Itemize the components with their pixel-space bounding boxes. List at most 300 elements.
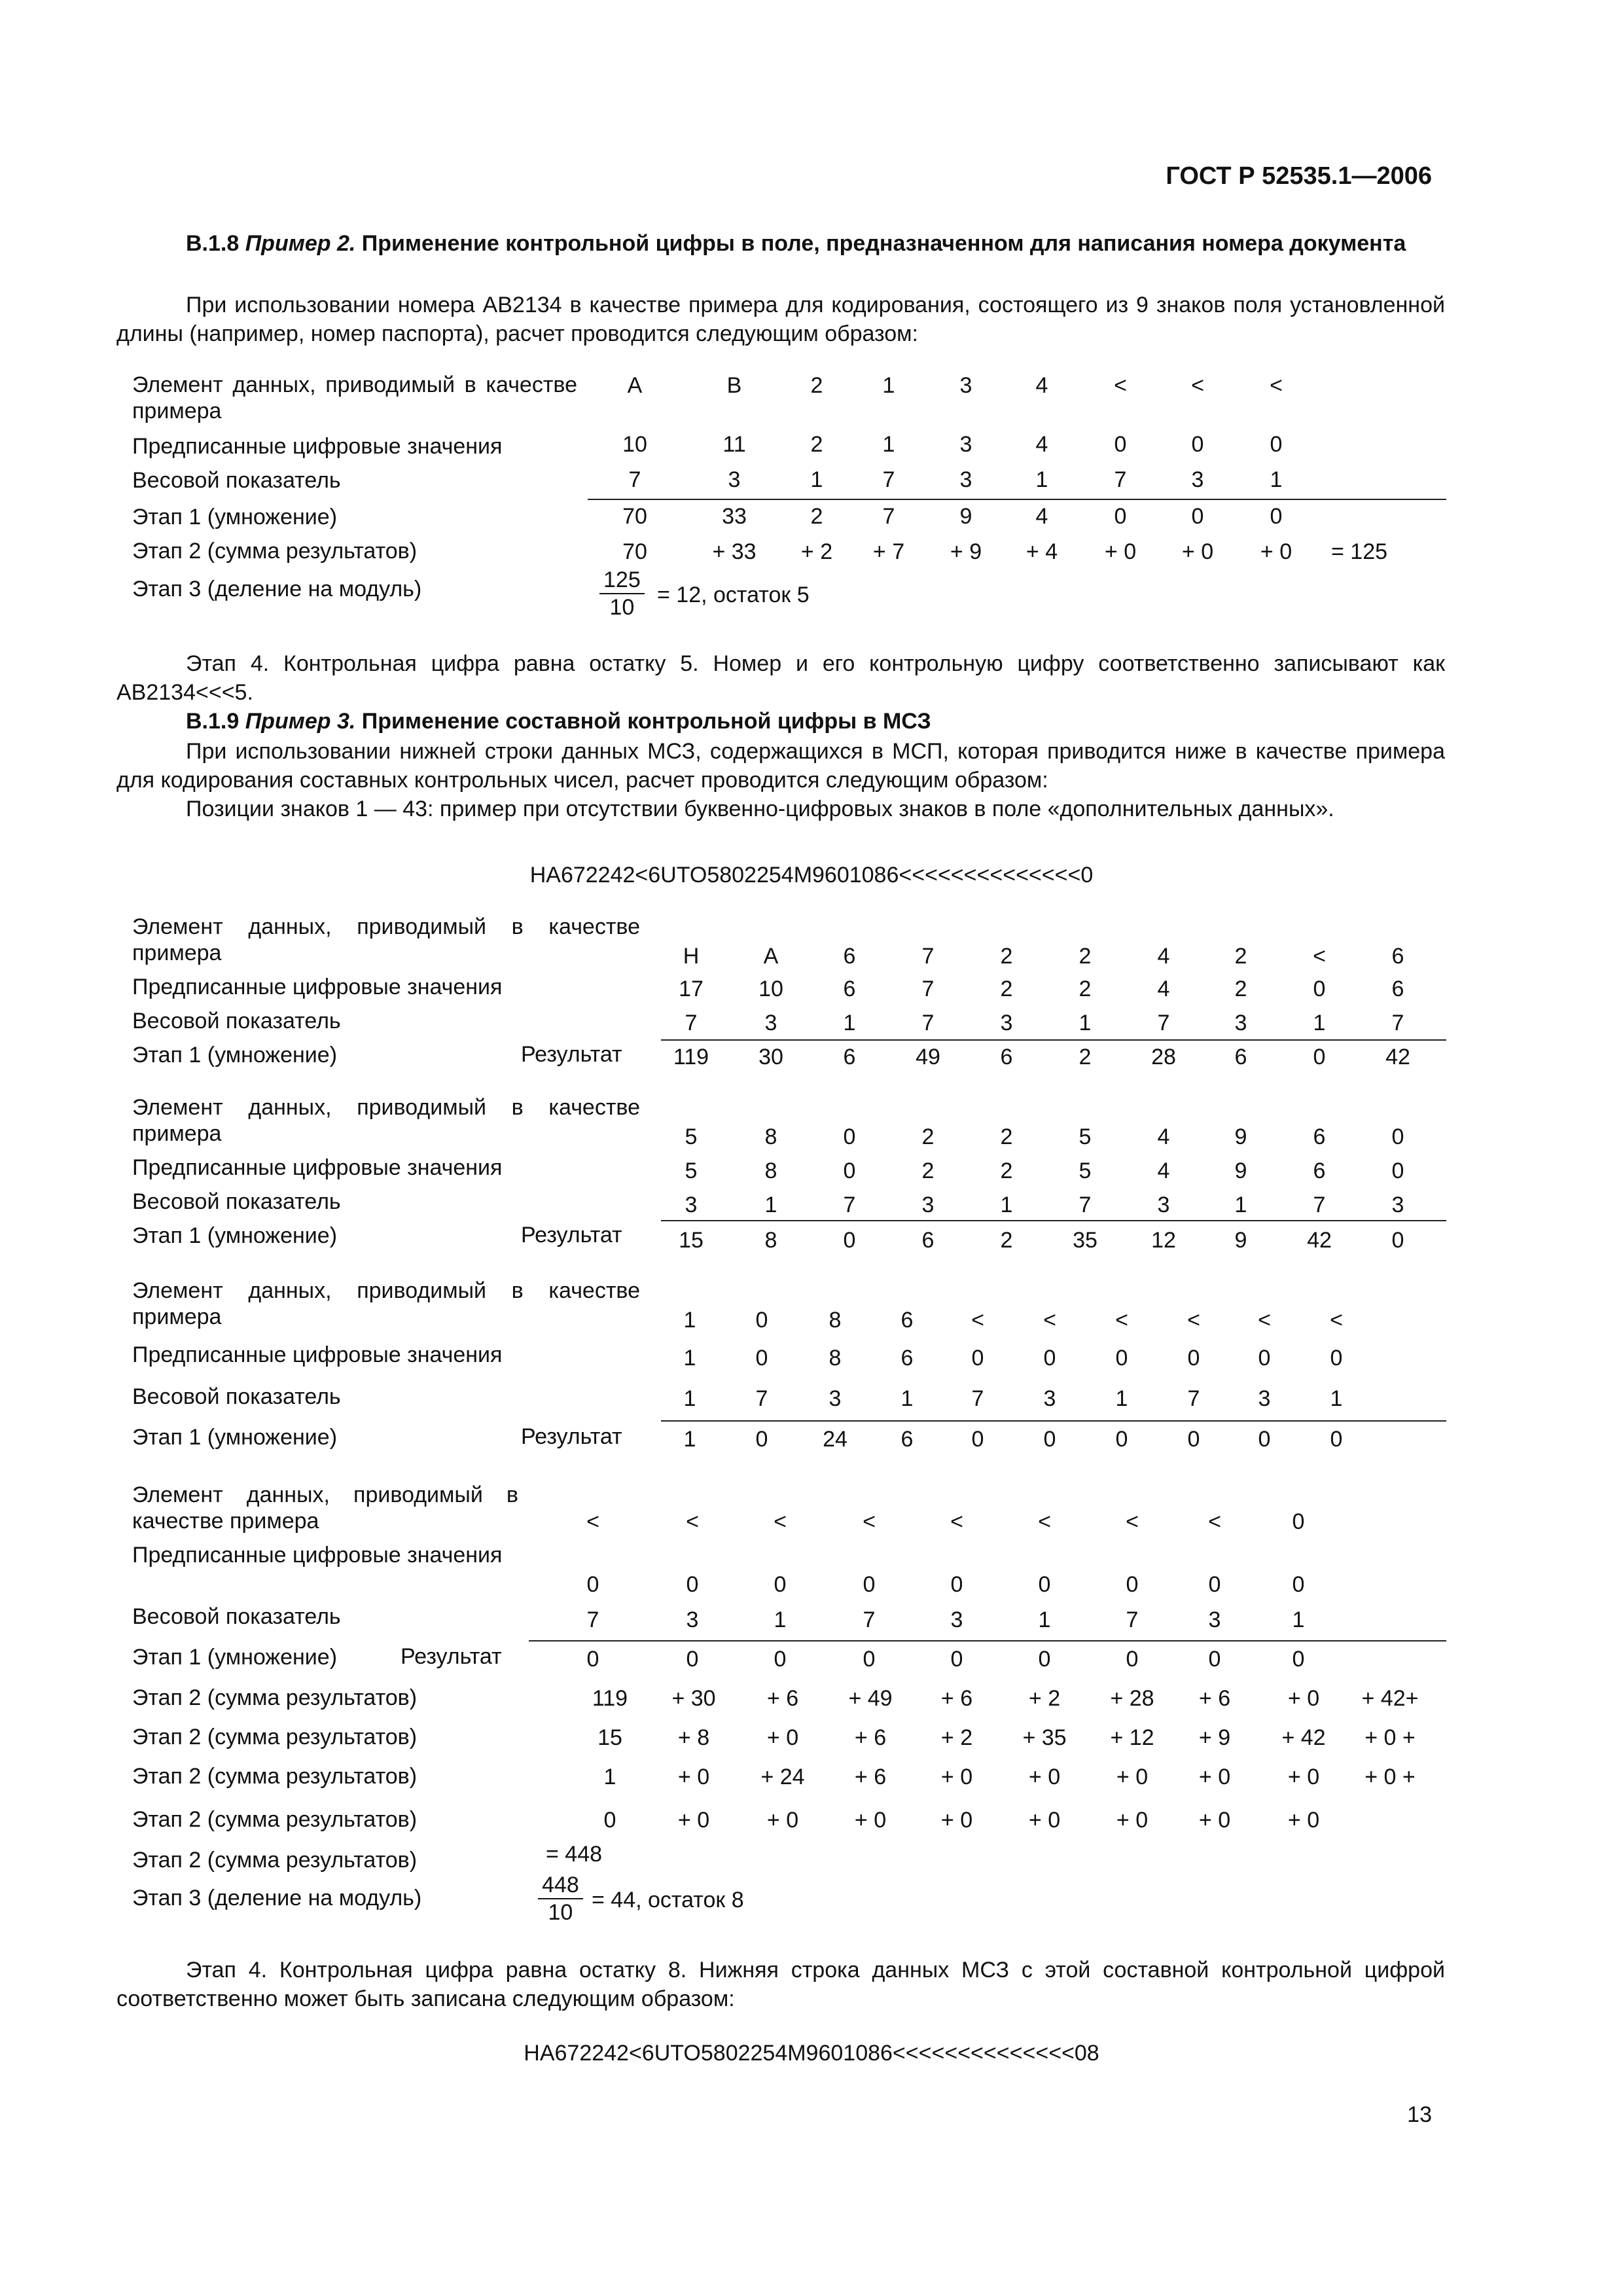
ex2-step1-cell: 70: [622, 504, 647, 529]
mrz-line: HA672242<6UTO5802254M9601086<<<<<<<<<<<<<<0: [529, 863, 1094, 888]
ex2-step3-result: = 12, остаток 5: [657, 583, 810, 607]
b3-step1-cell: 0: [1043, 1427, 1056, 1452]
ex3-fraction-numerator: 448: [538, 1872, 583, 1899]
b3-value-cell: 0: [1330, 1346, 1343, 1371]
page-number: 13: [1407, 2102, 1432, 2127]
ex2-label-step2: Этап 2 (сумма результатов): [132, 539, 418, 564]
b4-element-cell: <: [586, 1509, 599, 1534]
b4-label-values: Предписанные цифровые значения: [132, 1543, 503, 1568]
mrz-line-final: HA672242<6UTO5802254M9601086<<<<<<<<<<<<<<08: [524, 2041, 1099, 2066]
b4-element-cell: <: [1038, 1509, 1051, 1534]
ex2-label-step1: Этап 1 (умножение): [132, 505, 338, 529]
b3-element-cell: 1: [683, 1308, 696, 1333]
sum-cell: + 6: [854, 1725, 887, 1750]
ex2-step1-cell: 0: [1191, 504, 1204, 529]
b4-element-cell: 0: [1292, 1509, 1305, 1534]
b2-value-cell: 6: [1313, 1158, 1326, 1183]
b4-weight-cell: 3: [686, 1607, 699, 1632]
b4-element-cell: <: [950, 1509, 963, 1534]
b1-value-cell: 0: [1313, 977, 1326, 1001]
sum-cell: + 42: [1281, 1725, 1326, 1750]
b4-value-cell: 0: [686, 1572, 699, 1597]
sum-cell: + 8: [677, 1725, 710, 1750]
sum-cell: + 0: [766, 1725, 799, 1750]
ex2-weight-cell: 7: [882, 467, 895, 492]
b2-element-cell: 9: [1234, 1124, 1247, 1149]
ex2-step1-cell: 33: [722, 504, 747, 529]
sum-cell: + 2: [1028, 1686, 1061, 1711]
ex2-weight-cell: 7: [628, 467, 641, 492]
b2-value-cell: 8: [764, 1158, 777, 1183]
ex2-element-cell: 1: [882, 373, 895, 398]
sum-cell: 1: [603, 1765, 616, 1789]
ex2-step1-cell: 7: [882, 504, 895, 529]
ex2-weight-cell: 1: [1035, 467, 1048, 492]
b2-value-cell: 5: [685, 1158, 698, 1183]
b3-value-cell: 0: [1187, 1346, 1200, 1371]
b1-weight-cell: 7: [685, 1011, 698, 1035]
b2-label-values: Предписанные цифровые значения: [132, 1155, 503, 1180]
b2-value-cell: 4: [1157, 1158, 1170, 1183]
example3-heading: [116, 707, 1445, 736]
ex2-step2-cell: + 7: [872, 539, 905, 564]
b4-weight-cell: 7: [1126, 1607, 1139, 1632]
ex2-step2-cell: + 9: [950, 539, 982, 564]
b1-label-weight: Весовой показатель: [132, 1009, 341, 1033]
b2-rule: [661, 1220, 1446, 1221]
b3-element-cell: <: [971, 1308, 984, 1333]
b3-step1-cell: 0: [971, 1427, 984, 1452]
b2-value-cell: 2: [921, 1158, 935, 1183]
sum-cell: 15: [597, 1725, 622, 1750]
example2-number: В.1.8: [186, 231, 240, 256]
sum-cell: + 0: [940, 1808, 973, 1833]
b3-weight-cell: 3: [829, 1386, 842, 1411]
example2-title: Применение контрольной цифры в поле, предназначенном для написания номера документа: [361, 231, 1406, 256]
b1-value-cell: 7: [921, 977, 935, 1001]
b4-value-cell: 0: [586, 1572, 599, 1597]
ex2-weight-cell: 3: [959, 467, 972, 492]
ex2-value-cell: 1: [882, 432, 895, 457]
b2-element-cell: 5: [685, 1124, 698, 1149]
b4-label-weight: Весовой показатель: [132, 1604, 341, 1629]
b4-element-cell: <: [863, 1509, 876, 1534]
b1-weight-cell: 7: [1157, 1011, 1170, 1035]
ex2-element-cell: <: [1191, 373, 1204, 398]
sum-label-4: Этап 2 (сумма результатов): [132, 1807, 418, 1832]
sum-cell: + 9: [1198, 1725, 1231, 1750]
sum-label-1: Этап 2 (сумма результатов): [132, 1685, 418, 1710]
b2-step1-cell: 35: [1073, 1228, 1097, 1253]
sum-cell: + 0: [1028, 1808, 1061, 1833]
b3-element-cell: <: [1330, 1308, 1343, 1333]
example3-number: В.1.9: [186, 709, 240, 734]
b4-label-result: Результат: [401, 1644, 502, 1669]
ex2-weight-cell: 1: [810, 467, 823, 492]
b4-value-cell: 0: [1126, 1572, 1139, 1597]
b4-step1-cell: 0: [1038, 1647, 1051, 1672]
b3-label-values: Предписанные цифровые значения: [132, 1342, 503, 1367]
ex2-value-cell: 4: [1035, 432, 1048, 457]
ex2-weight-cell: 3: [1191, 467, 1204, 492]
b1-weight-cell: 1: [843, 1011, 856, 1035]
b3-value-cell: 0: [755, 1346, 768, 1371]
b2-label-weight: Весовой показатель: [132, 1189, 341, 1214]
b4-weight-cell: 7: [586, 1607, 599, 1632]
b2-weight-cell: 1: [1234, 1193, 1247, 1217]
sum-cell: + 0: [677, 1765, 710, 1789]
ex2-step1-cell: 9: [959, 504, 972, 529]
ex2-value-cell: 3: [959, 432, 972, 457]
sum-cell: + 30: [671, 1686, 716, 1711]
ex3-fraction: [538, 1872, 583, 1926]
sum-cell: + 0: [1116, 1765, 1149, 1789]
b1-value-cell: 2: [1079, 977, 1092, 1001]
b3-value-cell: 0: [1115, 1346, 1128, 1371]
b2-element-cell: 0: [843, 1124, 856, 1149]
b4-weight-cell: 3: [950, 1607, 963, 1632]
b3-step1-cell: 6: [901, 1427, 914, 1452]
b4-label-step1: Этап 1 (умножение): [132, 1645, 338, 1670]
b1-label-element: Элемент данных, приводимый в качестве примера: [132, 914, 640, 965]
ex2-fraction-denominator: 10: [609, 595, 635, 620]
sum-cell: + 0: [1287, 1686, 1320, 1711]
b3-step1-cell: 0: [1330, 1427, 1343, 1452]
sum-cell: + 6: [766, 1686, 799, 1711]
sum-cell: + 0: [1116, 1808, 1149, 1833]
sum-cell: + 0: [854, 1808, 887, 1833]
ex2-label-weight: Весовой показатель: [132, 468, 341, 493]
ex2-step2-cell: + 33: [712, 539, 757, 564]
example3-positions: Позиции знаков 1 — 43: пример при отсутствии буквенно-цифровых знаков в поле «дополнительных данных».: [186, 797, 1334, 821]
b1-element-cell: 2: [1000, 944, 1013, 969]
b3-label-result: Результат: [521, 1424, 622, 1449]
sum-cell: + 49: [848, 1686, 893, 1711]
sum-cell: + 0: [1287, 1765, 1320, 1789]
b1-element-cell: 6: [1391, 944, 1404, 969]
ex3-sum-total: = 448: [546, 1842, 603, 1867]
standard-number: ГОСТ Р 52535.1—2006: [1166, 162, 1432, 190]
b1-step1-cell: 2: [1079, 1045, 1092, 1069]
sum-cell: + 0: [1028, 1765, 1061, 1789]
b3-weight-cell: 1: [683, 1386, 696, 1411]
sum-cell: + 2: [940, 1725, 973, 1750]
b4-label-element: Элемент данных, приводимый в качестве примера: [132, 1482, 518, 1534]
b2-element-cell: 8: [764, 1124, 777, 1149]
sum-cell: + 0: [1198, 1765, 1231, 1789]
b1-element-cell: A: [763, 944, 779, 969]
b4-element-cell: <: [1208, 1509, 1221, 1534]
b1-element-cell: 7: [921, 944, 935, 969]
ex2-weight-cell: 3: [728, 467, 741, 492]
b1-step1-cell: 30: [758, 1045, 783, 1069]
b3-weight-cell: 7: [1187, 1386, 1200, 1411]
ex2-step1-cell: 4: [1035, 504, 1048, 529]
b2-step1-cell: 2: [1000, 1228, 1013, 1253]
example2-italic: Пример 2.: [245, 231, 356, 256]
b3-value-cell: 0: [1258, 1346, 1271, 1371]
b1-weight-cell: 3: [764, 1011, 777, 1035]
b1-value-cell: 2: [1000, 977, 1013, 1001]
ex2-rule: [588, 499, 1446, 500]
b1-value-cell: 10: [758, 977, 783, 1001]
b4-step1-cell: 0: [1292, 1647, 1305, 1672]
b3-step1-cell: 24: [823, 1427, 847, 1452]
b4-value-cell: 0: [950, 1572, 963, 1597]
b2-value-cell: 0: [843, 1158, 856, 1183]
b1-step1-cell: 6: [1000, 1045, 1013, 1069]
b4-step1-cell: 0: [686, 1647, 699, 1672]
b3-step1-cell: 0: [1258, 1427, 1271, 1452]
sum-cell: + 42+: [1361, 1686, 1419, 1711]
ex2-step1-cell: 0: [1114, 504, 1127, 529]
b4-element-cell: <: [1126, 1509, 1139, 1534]
b2-step1-cell: 0: [1391, 1228, 1404, 1253]
b1-step1-cell: 49: [916, 1045, 940, 1069]
b2-element-cell: 2: [921, 1124, 935, 1149]
b3-value-cell: 6: [901, 1346, 914, 1371]
b2-weight-cell: 3: [685, 1193, 698, 1217]
ex3-step3-result: = 44, остаток 8: [592, 1888, 744, 1912]
b4-step1-cell: 0: [586, 1647, 599, 1672]
b4-weight-cell: 1: [774, 1607, 787, 1632]
sum-cell: + 0: [1287, 1808, 1320, 1833]
b2-label-element: Элемент данных, приводимый в качестве примера: [132, 1095, 640, 1146]
b4-step1-cell: 0: [950, 1647, 963, 1672]
b4-step1-cell: 0: [774, 1647, 787, 1672]
b1-value-cell: 2: [1234, 977, 1247, 1001]
example3-italic: Пример 3.: [245, 709, 356, 734]
b4-value-cell: 0: [1208, 1572, 1221, 1597]
b2-value-cell: 2: [1000, 1158, 1013, 1183]
example2-intro: При использовании номера АВ2134 в качестве примера для кодирования, состоящего из 9 знаков поля установленной длины (например, номер паспорта), расчет проводится следующим образом:: [116, 293, 1445, 346]
b4-weight-cell: 7: [863, 1607, 876, 1632]
b3-step1-cell: 0: [1187, 1427, 1200, 1452]
b3-element-cell: <: [1187, 1308, 1200, 1333]
b2-element-cell: 2: [1000, 1124, 1013, 1149]
b2-weight-cell: 3: [1157, 1193, 1170, 1217]
ex2-value-cell: 0: [1114, 432, 1127, 457]
ex2-label-values: Предписанные цифровые значения: [132, 434, 503, 459]
b3-element-cell: <: [1115, 1308, 1128, 1333]
ex3-fraction-denominator: 10: [548, 1900, 573, 1925]
b1-rule: [661, 1039, 1446, 1041]
b2-weight-cell: 7: [1079, 1193, 1092, 1217]
b2-element-cell: 0: [1391, 1124, 1404, 1149]
ex2-step2-total: = 125: [1331, 539, 1388, 564]
b1-step1-cell: 42: [1385, 1045, 1410, 1069]
sum-cell: + 6: [940, 1686, 973, 1711]
example3-title: Применение составной контрольной цифры в МСЗ: [361, 709, 931, 734]
b2-weight-cell: 3: [921, 1193, 935, 1217]
b2-value-cell: 5: [1079, 1158, 1092, 1183]
ex2-element-cell: <: [1270, 373, 1283, 398]
b3-weight-cell: 1: [1330, 1386, 1343, 1411]
b3-weight-cell: 7: [971, 1386, 984, 1411]
ex2-element-cell: 4: [1035, 373, 1048, 398]
example2-step4: Этап 4. Контрольная цифра равна остатку 5. Номер и его контрольную цифру соответственно записывают как АВ2134<<<5.: [116, 651, 1445, 705]
b2-label-step1: Этап 1 (умножение): [132, 1223, 338, 1248]
b1-label-values: Предписанные цифровые значения: [132, 975, 503, 999]
b3-step1-cell: 0: [1115, 1427, 1128, 1452]
b1-element-cell: 2: [1079, 944, 1092, 969]
b4-value-cell: 0: [863, 1572, 876, 1597]
ex3-label-step3: Этап 3 (деление на модуль): [132, 1886, 422, 1910]
b2-step1-cell: 12: [1151, 1228, 1176, 1253]
b4-step1-cell: 0: [1126, 1647, 1139, 1672]
sum-cell: + 0 +: [1364, 1725, 1416, 1750]
b3-value-cell: 0: [1043, 1346, 1056, 1371]
ex2-step2-cell: + 0: [1181, 539, 1214, 564]
b2-weight-cell: 7: [1313, 1193, 1326, 1217]
example2-heading: [116, 229, 1445, 258]
b2-element-cell: 4: [1157, 1124, 1170, 1149]
b1-value-cell: 6: [843, 977, 856, 1001]
ex2-value-cell: 11: [722, 432, 746, 457]
b1-value-cell: 6: [1391, 977, 1404, 1001]
b3-element-cell: <: [1258, 1308, 1271, 1333]
b3-element-cell: 8: [829, 1308, 842, 1333]
sum-cell: + 28: [1110, 1686, 1154, 1711]
b2-value-cell: 0: [1391, 1158, 1404, 1183]
b1-step1-cell: 6: [843, 1045, 856, 1069]
ex2-value-cell: 0: [1191, 432, 1204, 457]
b1-weight-cell: 7: [1391, 1011, 1404, 1035]
ex2-value-cell: 0: [1270, 432, 1283, 457]
b4-value-cell: 0: [1038, 1572, 1051, 1597]
b1-step1-cell: 6: [1234, 1045, 1247, 1069]
sum-cell: + 0: [677, 1808, 710, 1833]
b1-weight-cell: 7: [921, 1011, 935, 1035]
sum-label-3: Этап 2 (сумма результатов): [132, 1764, 418, 1789]
b1-weight-cell: 3: [1234, 1011, 1247, 1035]
b4-element-cell: <: [686, 1509, 699, 1534]
b1-element-cell: <: [1313, 944, 1326, 969]
ex2-value-cell: 10: [622, 432, 647, 457]
ex2-step1-cell: 0: [1270, 504, 1283, 529]
b1-step1-cell: 28: [1151, 1045, 1176, 1069]
b1-value-cell: 4: [1157, 977, 1170, 1001]
b2-element-cell: 5: [1079, 1124, 1092, 1149]
b3-weight-cell: 3: [1043, 1386, 1056, 1411]
sum-cell: + 12: [1110, 1725, 1154, 1750]
ex2-label-element: Элемент данных, приводимый в качестве примера: [132, 372, 577, 423]
b3-rule: [661, 1420, 1446, 1422]
ex2-fraction-numerator: 125: [599, 567, 645, 594]
sum-cell: + 0 +: [1364, 1765, 1416, 1789]
ex2-element-cell: 3: [959, 373, 972, 398]
sum-cell: + 0: [940, 1765, 973, 1789]
ex2-weight-cell: 1: [1270, 467, 1283, 492]
b3-label-step1: Этап 1 (умножение): [132, 1425, 338, 1450]
ex2-element-cell: A: [627, 373, 643, 398]
b4-weight-cell: 1: [1292, 1607, 1305, 1632]
ex2-value-cell: 2: [810, 432, 823, 457]
example3-step4: Этап 4. Контрольная цифра равна остатку 8. Нижняя строка данных МСЗ с этой составной контрольной цифрой соответственно может быть записана следующим образом:: [116, 1958, 1445, 2011]
b4-rule: [529, 1640, 1446, 1641]
b3-weight-cell: 3: [1258, 1386, 1271, 1411]
b3-value-cell: 8: [829, 1346, 842, 1371]
b4-weight-cell: 3: [1208, 1607, 1221, 1632]
ex2-fraction: [599, 567, 645, 620]
b3-weight-cell: 1: [1115, 1386, 1128, 1411]
b1-weight-cell: 1: [1313, 1011, 1326, 1035]
b1-element-cell: 2: [1234, 944, 1247, 969]
ex2-weight-cell: 7: [1114, 467, 1127, 492]
b2-step1-cell: 0: [843, 1228, 856, 1253]
sum-label-2: Этап 2 (сумма результатов): [132, 1725, 418, 1749]
b3-element-cell: <: [1043, 1308, 1056, 1333]
b3-element-cell: 0: [755, 1308, 768, 1333]
ex2-element-cell: 2: [810, 373, 823, 398]
sum-cell: 0: [603, 1808, 616, 1833]
b1-element-cell: 4: [1157, 944, 1170, 969]
b2-value-cell: 9: [1234, 1158, 1247, 1183]
sum-cell: + 24: [760, 1765, 805, 1789]
b3-label-weight: Весовой показатель: [132, 1384, 341, 1409]
b1-element-cell: 6: [843, 944, 856, 969]
ex2-step2-cell: + 0: [1260, 539, 1293, 564]
b2-element-cell: 6: [1313, 1124, 1326, 1149]
example3-intro: При использовании нижней строки данных МСЗ, содержащихся в МСП, которая приводится ниже в качестве примера для кодирования составных контрольных чисел, расчет проводится следующим образом:: [116, 739, 1445, 793]
b1-weight-cell: 3: [1000, 1011, 1013, 1035]
ex2-step2-cell: + 4: [1026, 539, 1058, 564]
b3-value-cell: 1: [683, 1346, 696, 1371]
b2-weight-cell: 1: [1000, 1193, 1013, 1217]
b4-step1-cell: 0: [1208, 1647, 1221, 1672]
b3-label-element: Элемент данных, приводимый в качестве примера: [132, 1278, 640, 1329]
b4-value-cell: 0: [1292, 1572, 1305, 1597]
ex2-element-cell: <: [1114, 373, 1127, 398]
b1-label-result: Результат: [521, 1042, 622, 1067]
b3-element-cell: 6: [901, 1308, 914, 1333]
sum-cell: + 0: [766, 1808, 799, 1833]
sum-cell: + 6: [854, 1765, 887, 1789]
b1-value-cell: 17: [679, 977, 704, 1001]
b1-step1-cell: 0: [1313, 1045, 1326, 1069]
sum-cell: + 6: [1198, 1686, 1231, 1711]
b2-label-result: Результат: [521, 1223, 622, 1247]
b2-step1-cell: 8: [764, 1228, 777, 1253]
sum-cell: + 0: [1198, 1808, 1231, 1833]
sum-label-5: Этап 2 (сумма результатов): [132, 1848, 418, 1873]
b2-weight-cell: 1: [764, 1193, 777, 1217]
b2-step1-cell: 6: [921, 1228, 935, 1253]
b2-step1-cell: 42: [1307, 1228, 1332, 1253]
sum-cell: + 35: [1022, 1725, 1067, 1750]
b4-weight-cell: 1: [1038, 1607, 1051, 1632]
b3-step1-cell: 0: [755, 1427, 768, 1452]
b2-weight-cell: 3: [1391, 1193, 1404, 1217]
b1-element-cell: H: [683, 944, 700, 969]
ex2-step2-cell: + 2: [800, 539, 833, 564]
b3-weight-cell: 7: [755, 1386, 768, 1411]
ex2-step2-cell: + 0: [1104, 539, 1137, 564]
ex2-label-step3: Этап 3 (деление на модуль): [132, 577, 422, 601]
b4-element-cell: <: [774, 1509, 787, 1534]
b3-value-cell: 0: [971, 1346, 984, 1371]
b3-weight-cell: 1: [901, 1386, 914, 1411]
b4-value-cell: 0: [774, 1572, 787, 1597]
ex2-step1-cell: 2: [810, 504, 823, 529]
ex2-step2-cell: 70: [622, 539, 647, 564]
b4-step1-cell: 0: [863, 1647, 876, 1672]
b2-step1-cell: 15: [679, 1228, 704, 1253]
b2-step1-cell: 9: [1234, 1228, 1247, 1253]
b1-label-step1: Этап 1 (умножение): [132, 1043, 338, 1067]
sum-cell: 119: [592, 1686, 628, 1711]
b1-weight-cell: 1: [1079, 1011, 1092, 1035]
